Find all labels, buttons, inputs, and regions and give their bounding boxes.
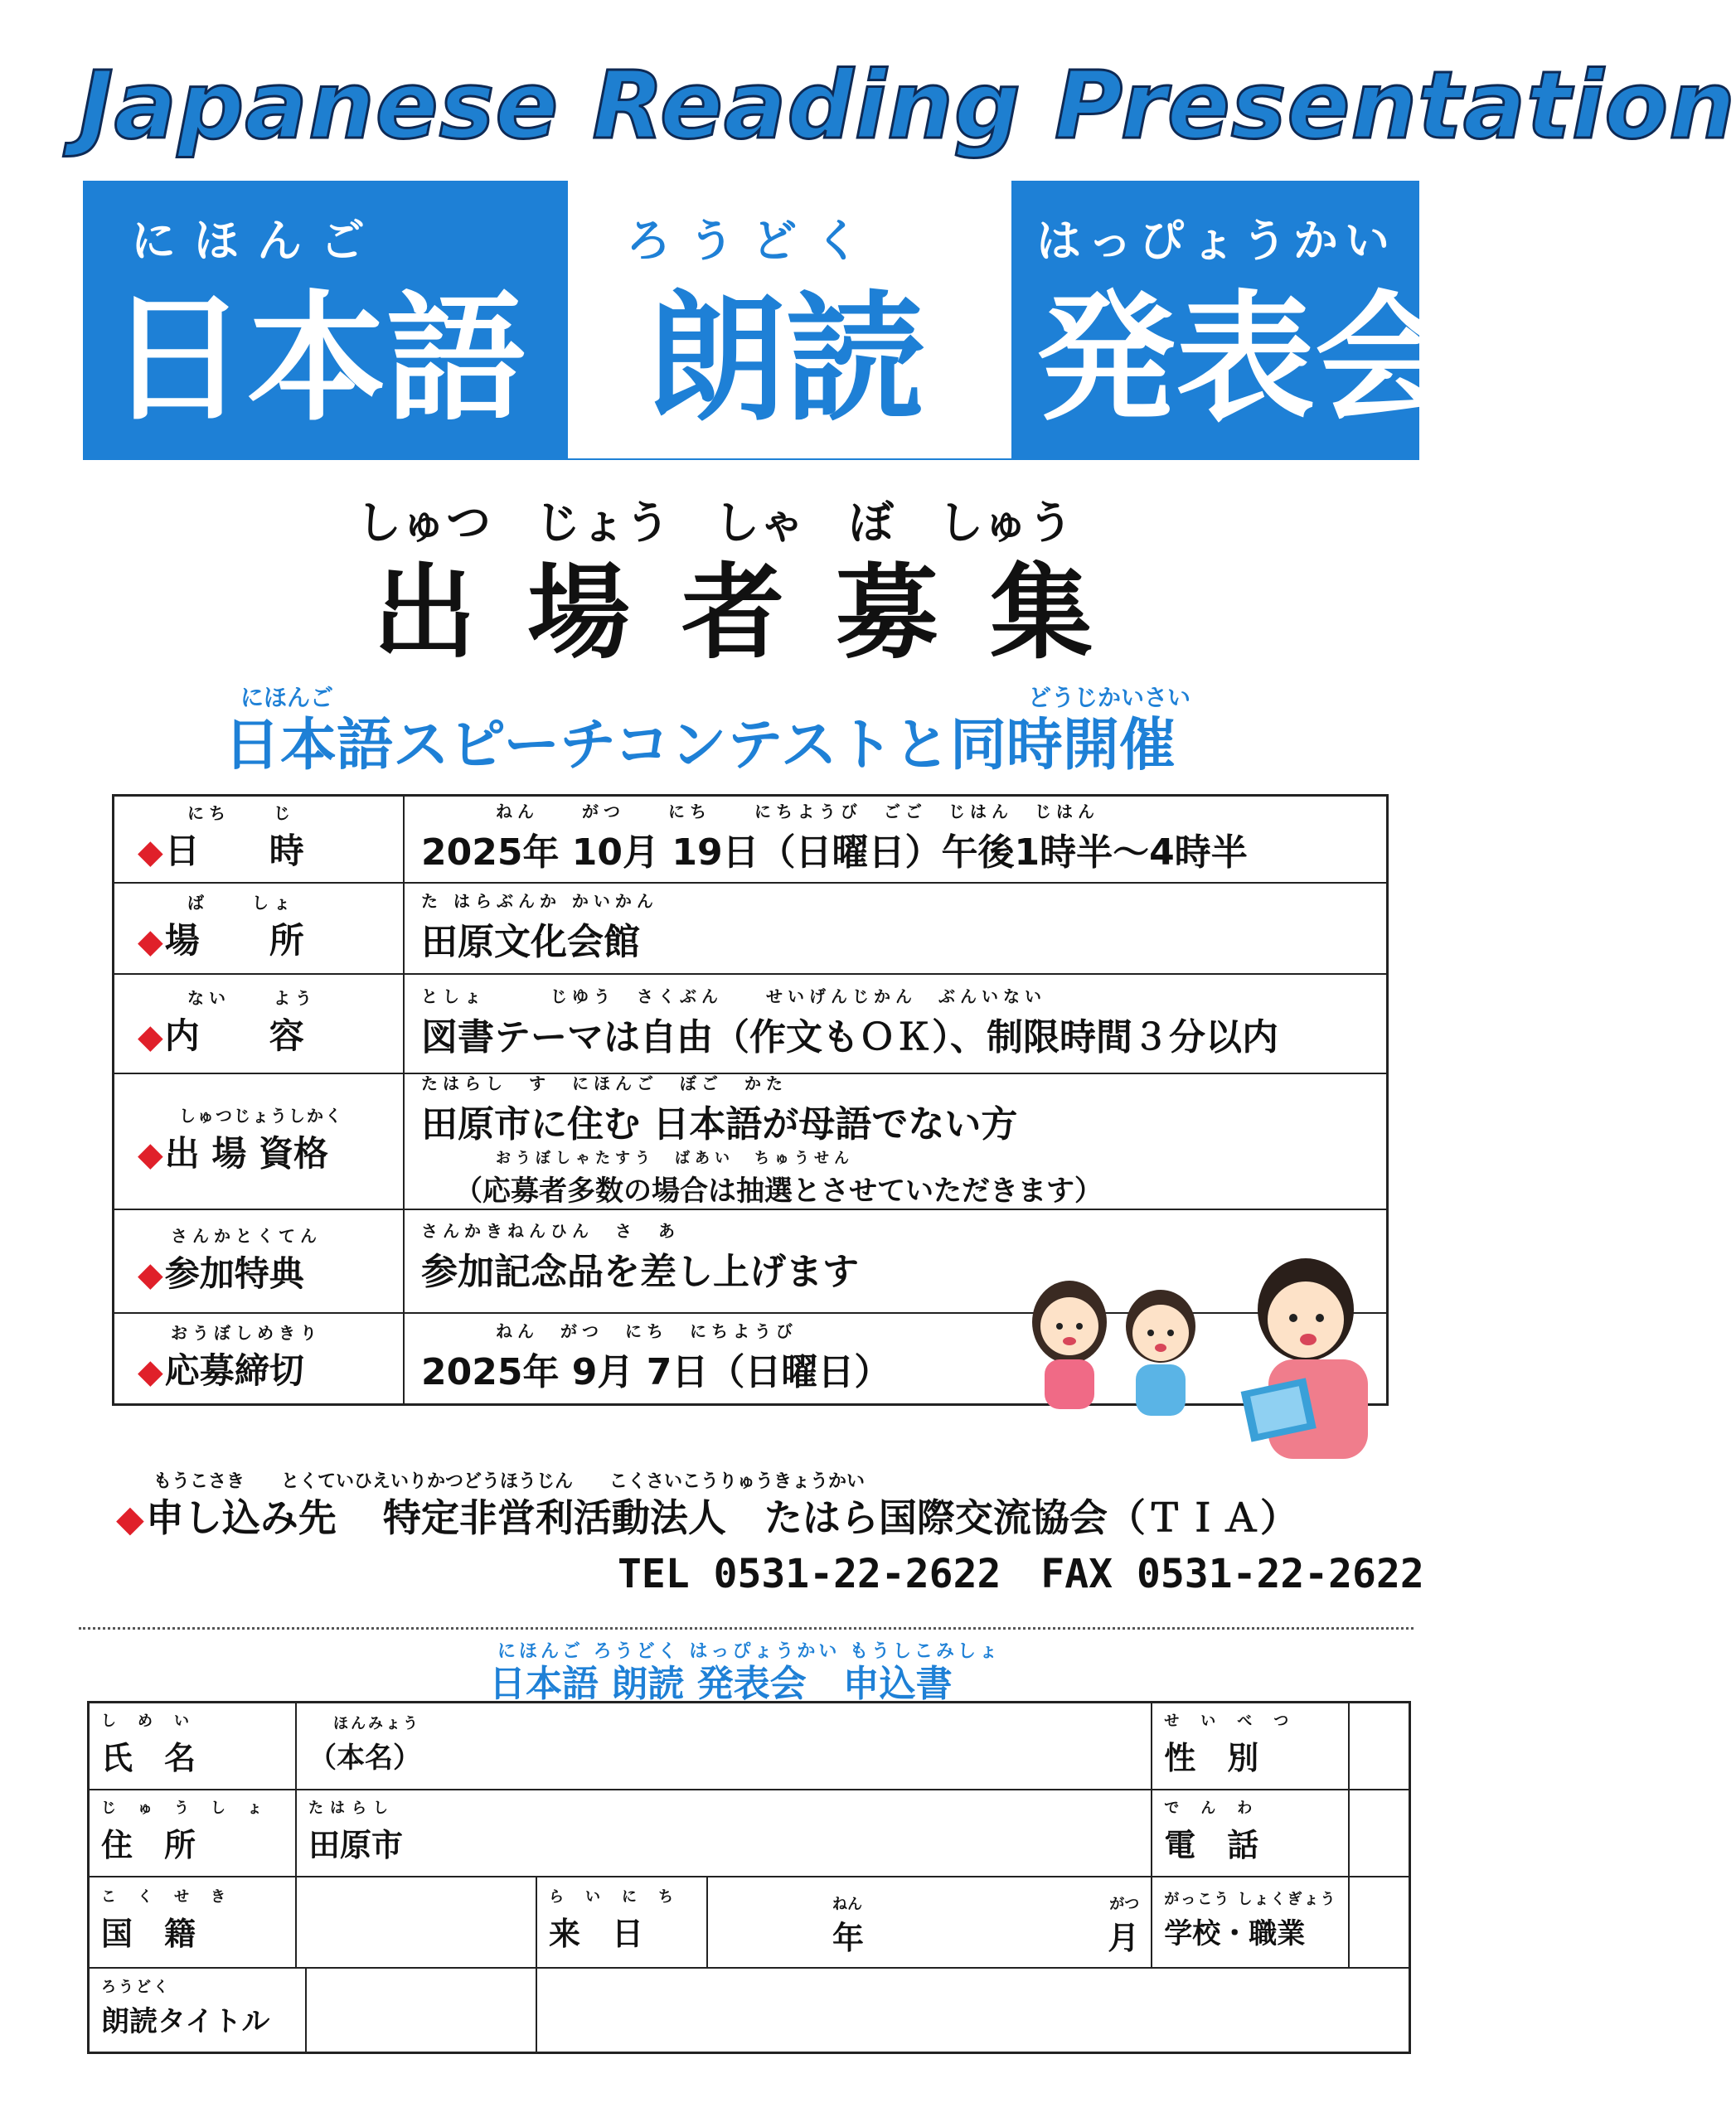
info-label: 出 場 資格	[164, 1132, 329, 1174]
name-label: 氏 名	[101, 1739, 196, 1776]
info-label-furigana: さんかとくてん	[171, 1225, 322, 1246]
info-row-content	[114, 974, 1388, 1073]
recruit-heading: 出場者募集	[373, 554, 1145, 673]
gender-field[interactable]	[1349, 1703, 1409, 1790]
form-label-furigana: せいべつ	[1164, 1712, 1311, 1730]
diamond-icon: ◆	[138, 922, 163, 961]
english-title: Japanese Reading Presentation	[79, 52, 1736, 160]
subtitle-furigana-right: どうじかいさい	[1028, 684, 1191, 711]
arrival-date-field[interactable]	[707, 1877, 1152, 1968]
address-prefill: 田原市	[308, 1826, 404, 1863]
application-form	[87, 1701, 1411, 2054]
info-label-furigana: ば しょ	[187, 892, 295, 913]
name-field[interactable]	[296, 1703, 1152, 1790]
banner-happyoukai: 発表会	[1036, 278, 1454, 440]
tel-fax: TEL 0531-22-2622 FAX 0531-22-2622	[618, 1551, 1424, 1597]
diamond-icon: ◆	[138, 1255, 163, 1294]
info-label: 日 時	[164, 831, 304, 872]
form-label-furigana: じゅうしょ	[101, 1799, 284, 1817]
info-value-furigana: ねん がつ にち にちようび ごご じはん じはん	[496, 802, 1099, 822]
job-label: 学校・職業	[1164, 1917, 1306, 1950]
banner-roudoku: 朗読	[647, 278, 925, 440]
name-hint: （本名）	[308, 1741, 421, 1775]
banner-furigana-happyoukai: はっぴょうかい	[1036, 215, 1396, 267]
year-unit: 年	[832, 1919, 865, 1956]
info-label-furigana: にち じ	[187, 803, 295, 824]
diamond-icon: ◆	[138, 1017, 163, 1056]
info-value: 2025年 10月 19日（日曜日）午後1時半～4時半	[421, 831, 1248, 874]
nationality-label: 国 籍	[101, 1916, 196, 1952]
info-label: 応募締切	[164, 1350, 304, 1392]
info-value-furigana: た はらぶんか かいかん	[421, 890, 658, 911]
info-value-furigana: ねん がつ にち にちようび	[496, 1321, 798, 1342]
address-label: 住 所	[101, 1826, 196, 1863]
form-row-reading-title	[89, 1968, 1410, 2053]
diamond-icon: ◆	[138, 1353, 163, 1392]
gender-label: 性 別	[1164, 1739, 1259, 1776]
phone-field[interactable]	[1349, 1790, 1409, 1877]
arrival-label: 来 日	[549, 1916, 644, 1952]
form-title-furigana: にほんご ろうどく はっぴょうかい もうしこみしょ	[497, 1641, 1001, 1662]
banner-furigana-roudoku: ろうどく	[626, 215, 878, 267]
subtitle: 日本語スピーチコンテストと同時開催	[224, 713, 1176, 778]
apply-org: 特定非営利活動法人 たはら国際交流協会（ＴＩＡ）	[382, 1495, 1298, 1540]
banner-furigana-nihongo: にほんご	[131, 215, 383, 267]
form-row-name	[89, 1703, 1410, 1790]
form-value-furigana: たはらし	[308, 1799, 395, 1817]
info-value: 図書テーマは自由（作文もＯＫ）、制限時間３分以内	[421, 1015, 1278, 1059]
form-row-nationality	[89, 1877, 1410, 1968]
apply-furigana: もうこさき とくていひえいりかつどうほうじん こくさいこうりゅうきょうかい	[153, 1471, 866, 1492]
month-unit: 月	[1108, 1919, 1140, 1956]
banner-middle-box	[568, 181, 1011, 458]
info-row-eligibility	[114, 1073, 1388, 1210]
info-value: 2025年 9月 7日（日曜日）	[421, 1351, 891, 1394]
info-value-furigana: たはらし す にほんご ぼご かた	[421, 1073, 788, 1093]
info-value-furigana: さんかきねんひん さ あ	[421, 1221, 680, 1242]
form-label-furigana: らいにち	[549, 1888, 695, 1906]
form-label-furigana: ろうどく	[101, 1978, 171, 1996]
form-label-furigana: しめい	[101, 1712, 211, 1730]
info-label: 参加特典	[164, 1252, 304, 1294]
info-row-place	[114, 883, 1388, 974]
month-furigana: がつ	[1109, 1895, 1140, 1913]
info-note: （応募者多数の場合は抽選とさせていただきます）	[454, 1175, 1103, 1209]
diamond-icon: ◆	[138, 1135, 163, 1174]
info-row-datetime	[114, 796, 1388, 883]
info-label: 内 容	[164, 1015, 304, 1056]
diamond-icon: ◆	[138, 833, 163, 872]
form-row-address	[89, 1790, 1410, 1877]
info-label-furigana: しゅつじょうしかく	[179, 1105, 343, 1126]
reading-title-field[interactable]	[536, 1968, 1410, 2053]
form-label-furigana: でんわ	[1164, 1799, 1274, 1817]
reading-title-label: 朗読タイトル	[101, 2004, 270, 2038]
subtitle-furigana-left: にほんご	[240, 684, 334, 711]
year-furigana: ねん	[832, 1895, 862, 1913]
info-value: 参加記念品を差し上げます	[421, 1251, 859, 1294]
title-banner	[83, 181, 1454, 460]
info-value-furigana: としょ じゆう さくぶん せいげんじかん ぶんいない	[421, 986, 1046, 1006]
job-field[interactable]	[1349, 1877, 1409, 1968]
form-hint-furigana: ほんみょう	[333, 1714, 420, 1732]
address-field[interactable]	[296, 1790, 1152, 1877]
info-label-furigana: おうぼしめきり	[171, 1323, 322, 1344]
recruit-furigana: しゅつ じょう しゃ ぼ しゅう	[356, 497, 1073, 549]
form-label-furigana: こくせき	[101, 1888, 247, 1906]
info-label-furigana: ない よう	[187, 987, 317, 1008]
form-label-furigana: がっこう しょくぎょう	[1164, 1891, 1337, 1908]
diamond-icon: ◆	[116, 1498, 144, 1540]
banner-nihongo: 日本語	[108, 278, 526, 440]
nationality-field[interactable]	[296, 1877, 536, 1968]
reading-title-field-start[interactable]	[307, 1969, 536, 2052]
phone-label: 電 話	[1164, 1826, 1259, 1863]
apply-label: 申し込み先	[145, 1495, 337, 1540]
cut-line	[79, 1627, 1414, 1630]
info-value: 田原市に住む 日本語が母語でない方	[421, 1102, 1018, 1146]
form-title: 日本語 朗読 発表会 申込書	[489, 1663, 953, 1705]
info-value: 田原文化会館	[421, 920, 640, 963]
children-reading-illustration	[1020, 1243, 1409, 1459]
info-note-furigana: おうぼしゃたすう ばあい ちゅうせん	[496, 1149, 854, 1167]
info-label: 場 所	[164, 919, 304, 961]
apply-line	[116, 1488, 1298, 1543]
